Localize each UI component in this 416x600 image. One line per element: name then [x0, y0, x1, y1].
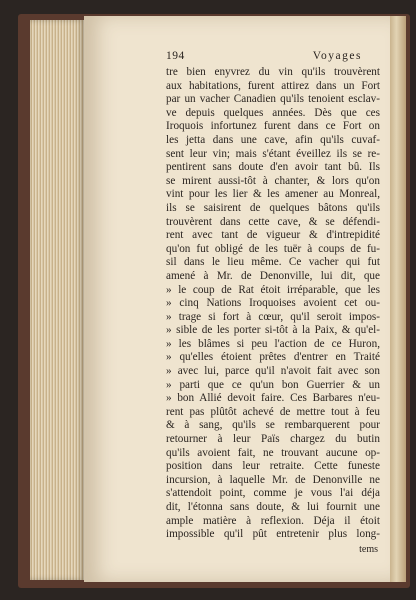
text-line: trouvèrent dans cette cave, & se défendi- — [166, 215, 380, 228]
text-line: » trage si fort à cœur, qu'il seroit impos- — [166, 310, 380, 323]
text-line: » qu'elles étoient prêtes d'entrer en Traité — [166, 351, 380, 364]
text-line: dit, l'étonna sans doute, & lui fournit une — [166, 501, 380, 513]
text-line: se mirent aussi-tôt à chanter, & lors qu'on — [166, 174, 380, 187]
text-line: qu'ils avoient fait, ne trouvant aucune op- — [166, 446, 380, 459]
page-block-edge — [30, 20, 84, 580]
text-line: & à sang, qu'ils se rembarquerent pour — [166, 419, 380, 432]
text-line: qu'on fut obligé de les tuër à coups de fu- — [166, 242, 380, 255]
text-line: Iroquois infortunez furent dans ce Fort on — [166, 120, 380, 133]
page-number: 194 — [166, 50, 185, 62]
text-line: par un vacher Canadien qu'ils tenoient esclav- — [166, 93, 380, 106]
text-line: » bon Allié devoit faire. Ces Barbares n'eu- — [166, 392, 380, 405]
text-line: les jetta dans une cave, afin qu'ils cuvaf- — [166, 133, 380, 146]
text-line: amené à Mr. de Denonville, lui dit, que — [166, 269, 380, 282]
text-line: » parti que ce qu'un bon Guerrier & un — [166, 378, 380, 391]
text-line: s'attendoit point, comme je vous l'ai déja — [166, 487, 380, 500]
text-line: retourner à leur Païs chargez du butin — [166, 433, 380, 446]
text-line: vint pour les lier & les amener au Monreal, — [166, 188, 380, 201]
text-line: » le coup de Rat étoit irréparable, que les — [166, 283, 380, 296]
text-line: » avec lui, parce qu'il n'avoit fait avec son — [166, 365, 380, 378]
text-line: sent leur vin; mais s'étant éveillez ils se re- — [166, 147, 380, 160]
running-title: Voyages — [312, 50, 362, 62]
text-line: aux habitations, furent attirez dans un Fort — [166, 79, 380, 92]
text-line: ils se saisirent de quelques bâtons qu'ils — [166, 201, 380, 214]
text-line: sil dans le lieu même. Ce vacher qui fut — [166, 256, 380, 269]
text-line: ve depuis quelques années. Dès que ces — [166, 106, 380, 119]
text-line: position dans leur retraite. Cette funeste — [166, 460, 380, 473]
text-line: tre bien enyvrez du vin qu'ils trouvèrent — [166, 66, 380, 78]
facing-page-edge — [390, 16, 406, 582]
text-line: rent avec tant de vigueur & d'intrepidité — [166, 229, 380, 242]
text-line: ample matière à reflexion. Déja il étoit — [166, 514, 380, 527]
text-line: » sible de les porter si-tôt à la Paix, & qu'el- — [166, 324, 380, 337]
text-line: pentirent sans doute d'en avoir tant bû. Ils — [166, 161, 380, 174]
text-line: » cinq Nations Iroquoises avoient cet ou- — [166, 297, 380, 310]
text-line: incursion, à laquelle Mr. de Denonville ne — [166, 473, 380, 486]
text-line: rent pas plûtôt achevé de mettre tout à feu — [166, 405, 380, 418]
catchword: tems — [359, 544, 378, 555]
page-header — [166, 50, 380, 62]
text-line: impossible qu'il pût entretenir plus long- — [166, 528, 380, 541]
body-text — [166, 66, 380, 542]
text-line: » les blâmes si peu l'action de ce Huron, — [166, 337, 380, 350]
